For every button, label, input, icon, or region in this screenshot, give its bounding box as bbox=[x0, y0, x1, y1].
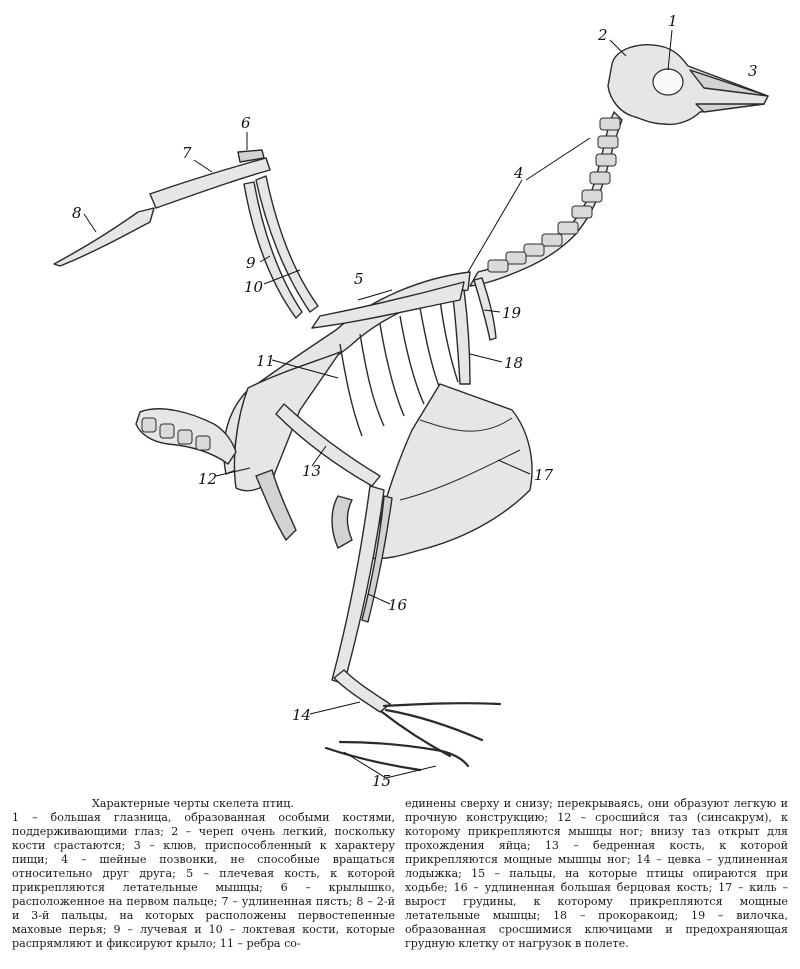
wing-digits bbox=[54, 208, 154, 266]
label-13: 13 bbox=[302, 462, 322, 480]
label-6: 6 bbox=[241, 114, 251, 132]
femur bbox=[276, 404, 380, 486]
label-11: 11 bbox=[256, 352, 276, 370]
figure-caption bbox=[12, 797, 788, 951]
caption-text-right: единены сверху и снизу; перекрываясь, они образуют легкую и прочную конструкцию; 12 – сросшийся таз (синсакрум), к которому прикрепляются мышцы ног; внизу таз открыт для прохождения яйца; 13 – бедренная кость, к которой прикрепляются мощные мышцы ног; 14 – цевка – удлиненная лодыжка; 15 – пальцы, на которые птицы опираются при ходьбе; 16 – удлиненная большая берцовая кость; 17 – киль – вырост грудины, к которому прикрепляются мощные летательные мышцы; 18 – прокоракоид; 19 – вилочка, образованная сросшимися ключицами и предохраняющая грудную клетку от нагрузок в полете. bbox=[405, 797, 788, 950]
caption-column-right bbox=[405, 797, 788, 951]
leader-lines bbox=[84, 30, 672, 778]
label-9: 9 bbox=[246, 254, 256, 272]
label-18: 18 bbox=[504, 354, 524, 372]
eye-orbit bbox=[653, 69, 683, 95]
caption-text-left: 1 – большая глазница, образованная особыми костями, поддерживающими глаз; 2 – череп очень легкий, поскольку кости срастаются; 3 – клюв, приспособленный к характеру пищи; 4 – шейные позвонки, не способные вращаться относительно друг друга; 5 – плечевая кость, к которой прикрепляются летательные мышцы; 6 – крылышко, расположенное на первом пальце; 7 – удлиненная пясть; 8 – 2-й и 3-й пальцы, на которых расположены первостепенные маховые перья; 9 – лучевая и 10 – локтевая кости, которые распрямляют и фиксируют крыло; 11 – ребра со- bbox=[12, 811, 395, 950]
label-15: 15 bbox=[372, 772, 392, 790]
label-14: 14 bbox=[292, 706, 312, 724]
label-10: 10 bbox=[244, 278, 264, 296]
tarsometatarsus bbox=[334, 670, 390, 712]
neck-vertebrae bbox=[470, 112, 622, 286]
label-2: 2 bbox=[598, 26, 608, 44]
radius bbox=[244, 182, 302, 318]
furcula bbox=[474, 278, 496, 340]
wing bbox=[54, 150, 464, 328]
label-1: 1 bbox=[668, 12, 678, 30]
label-5: 5 bbox=[354, 270, 364, 288]
label-17: 17 bbox=[534, 466, 554, 484]
sternum-keel bbox=[372, 384, 532, 559]
label-4: 4 bbox=[514, 164, 524, 182]
toes bbox=[326, 703, 500, 770]
label-12: 12 bbox=[198, 470, 218, 488]
caption-column-left bbox=[12, 797, 395, 951]
tail-vertebrae bbox=[136, 409, 236, 464]
skull bbox=[608, 45, 768, 125]
label-19: 19 bbox=[502, 304, 522, 322]
label-16: 16 bbox=[388, 596, 408, 614]
label-7: 7 bbox=[182, 144, 192, 162]
caption-title: Характерные черты скелета птиц. bbox=[92, 797, 294, 810]
label-3: 3 bbox=[748, 62, 758, 80]
label-8: 8 bbox=[72, 204, 82, 222]
